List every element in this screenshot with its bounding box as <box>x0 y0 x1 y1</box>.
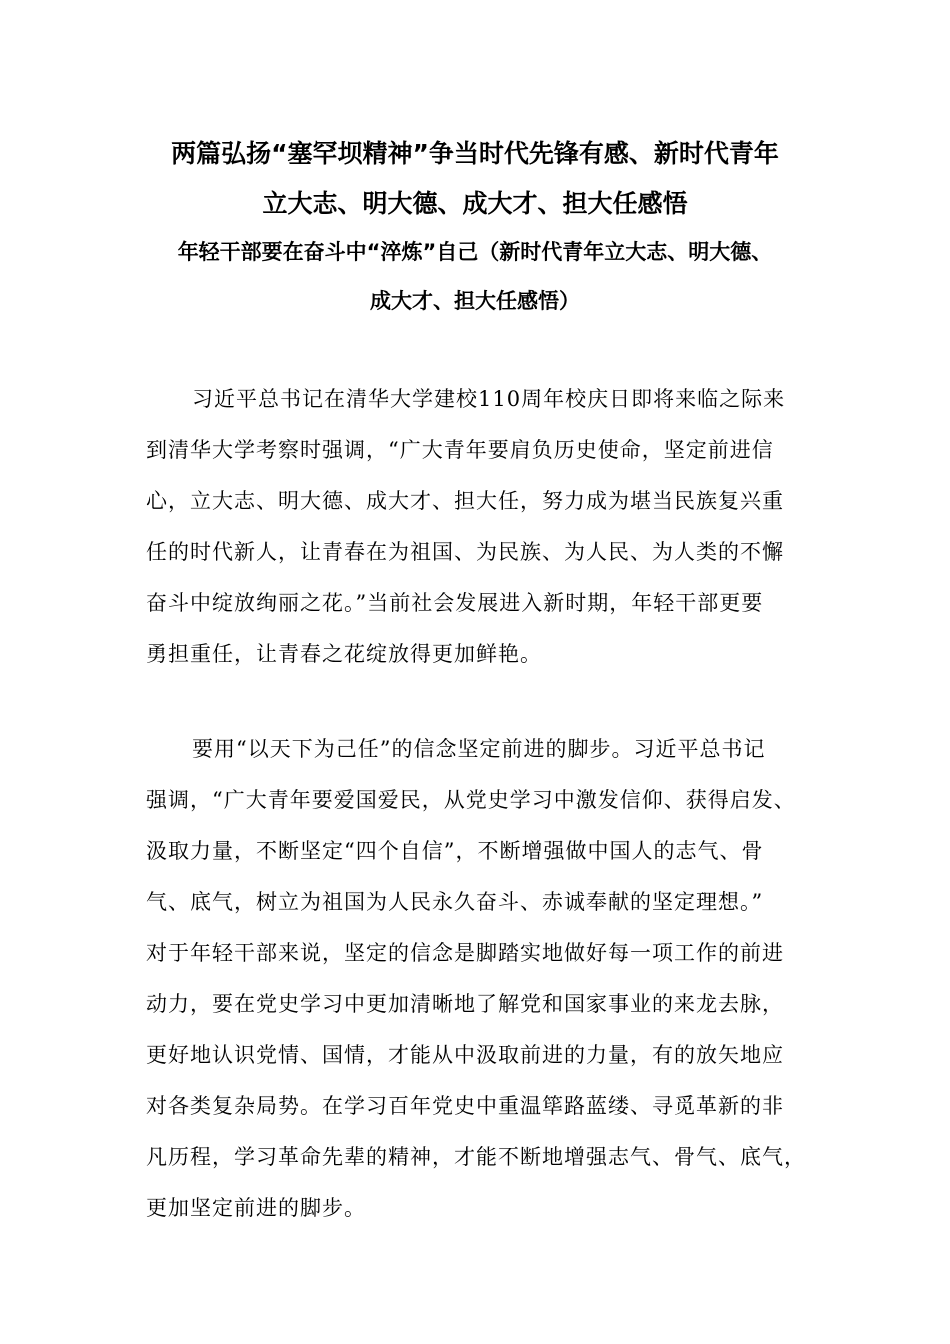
paragraph-line: 到清华大学考察时强调，“广大青年要肩负历史使命，坚定前进信 <box>146 438 774 462</box>
document-title-line-2: 立大志、明大德、成大才、担大任感悟 <box>262 189 688 218</box>
paragraph-line: 对各类复杂局势。在学习百年党史中重温筚路蓝缕、寻觅革新的非 <box>146 1094 784 1118</box>
paragraph-line: 对于年轻干部来说，坚定的信念是脚踏实地做好每一项工作的前进 <box>146 941 784 965</box>
paragraph-line: 凡历程，学习革命先辈的精神，才能不断地增强志气、骨气、底气， <box>146 1145 806 1169</box>
body-paragraph-2 <box>146 736 816 1246</box>
paragraph-line: 心，立大志、明大德、成大才、担大任，努力成为堪当民族复兴重 <box>146 489 784 513</box>
paragraph-line: 任的时代新人，让青春在为祖国、为民族、为人民、为人类的不懈 <box>146 540 784 564</box>
paragraph-line: 强调，“广大青年要爱国爱民，从党史学习中激发信仰、获得启发、 <box>146 788 796 812</box>
paragraph-line: 勇担重任，让青春之花绽放得更加鲜艳。 <box>146 642 542 666</box>
paragraph-line: 气、底气，树立为祖国为人民永久奋斗、赤诚奉献的坚定理想。” <box>146 890 764 914</box>
body-paragraph-1 <box>146 386 816 692</box>
paragraph-line: 要用“以天下为己任”的信念坚定前进的脚步。习近平总书记 <box>192 737 766 761</box>
document-subtitle-line-1: 年轻干部要在奋斗中“淬炼”自己（新时代青年立大志、明大德、 <box>177 240 773 264</box>
document-title-line-1: 两篇弘扬“塞罕坝精神”争当时代先锋有感、新时代青年 <box>171 139 779 168</box>
paragraph-line: 汲取力量，不断坚定“四个自信”，不断增强做中国人的志气、骨 <box>146 839 764 863</box>
paragraph-line: 更好地认识党情、国情，才能从中汲取前进的力量，有的放矢地应 <box>146 1043 784 1067</box>
paragraph-line: 动力，要在党史学习中更加清晰地了解党和国家事业的来龙去脉， <box>146 992 784 1016</box>
paragraph-line: 更加坚定前进的脚步。 <box>146 1196 366 1220</box>
paragraph-line: 奋斗中绽放绚丽之花。”当前社会发展进入新时期，年轻干部更要 <box>146 591 764 615</box>
paragraph-line: 习近平总书记在清华大学建校110周年校庆日即将来临之际来 <box>192 387 786 411</box>
document-subtitle-line-2: 成大才、担大任感悟） <box>370 289 580 313</box>
